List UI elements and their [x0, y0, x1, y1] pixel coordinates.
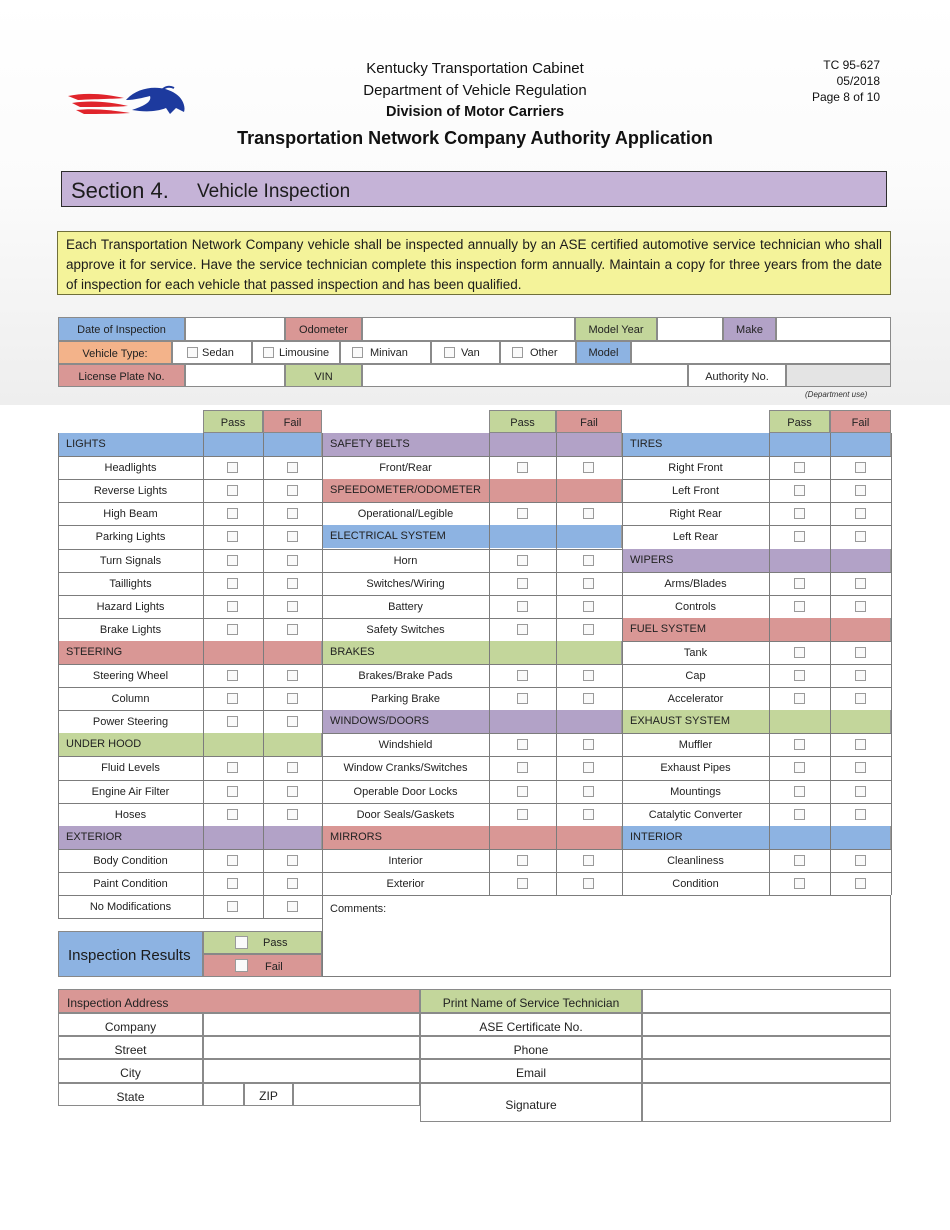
pass-checkbox-power-steering[interactable] [227, 716, 238, 727]
pass-checkbox-steering-wheel[interactable] [227, 670, 238, 681]
pass-checkbox-headlights[interactable] [227, 462, 238, 473]
checklist-item-controls: Controls [622, 595, 769, 618]
row-divider [58, 849, 322, 850]
fail-checkbox-paint-condition[interactable] [287, 878, 298, 889]
fail-checkbox-headlights[interactable] [287, 462, 298, 473]
category-header-brakes: BRAKES [322, 641, 622, 664]
odometer-label: Odometer [285, 317, 362, 341]
pass-checkbox-parking-lights[interactable] [227, 531, 238, 542]
technician-name-field[interactable] [642, 989, 891, 1013]
category-header-speedometer-odometer: SPEEDOMETER/ODOMETER [322, 479, 622, 502]
row-divider [58, 687, 322, 688]
fail-checkbox-high-beam[interactable] [287, 508, 298, 519]
pass-checkbox-catalytic-converter[interactable] [794, 809, 805, 820]
pass-checkbox-switches-wiring[interactable] [517, 578, 528, 589]
fail-checkbox-exterior[interactable] [583, 878, 594, 889]
checklist-item-exhaust-pipes: Exhaust Pipes [622, 756, 769, 779]
checklist-item-left-rear: Left Rear [622, 525, 769, 548]
checklist-item-reverse-lights: Reverse Lights [58, 479, 203, 502]
inspection-address-header: Inspection Address [58, 989, 420, 1013]
checklist-item-accelerator: Accelerator [622, 687, 769, 710]
model-label: Model [576, 341, 631, 364]
pass-checkbox-safety-switches[interactable] [517, 624, 528, 635]
make-field[interactable] [776, 317, 891, 341]
checklist-item-operational-legible: Operational/Legible [322, 502, 489, 525]
checklist-item-interior: Interior [322, 849, 489, 872]
pass-checkbox-front-rear[interactable] [517, 462, 528, 473]
fail-checkbox-right-rear[interactable] [855, 508, 866, 519]
checklist-item-left-front: Left Front [622, 479, 769, 502]
fail-checkbox-power-steering[interactable] [287, 716, 298, 727]
row-divider [58, 780, 322, 781]
fail-checkbox-left-rear[interactable] [855, 531, 866, 542]
authority-no-label: Authority No. [688, 364, 786, 387]
row-divider [322, 664, 622, 665]
signature-field[interactable] [642, 1083, 891, 1122]
fail-checkbox-accelerator[interactable] [855, 693, 866, 704]
fail-checkbox-parking-lights[interactable] [287, 531, 298, 542]
pass-checkbox-battery[interactable] [517, 601, 528, 612]
fail-checkbox-door-seals-gaskets[interactable] [583, 809, 594, 820]
authority-no-field [786, 364, 891, 387]
fail-checkbox-engine-air-filter[interactable] [287, 786, 298, 797]
pass-checkbox-operable-door-locks[interactable] [517, 786, 528, 797]
checklist-item-mountings: Mountings [622, 780, 769, 803]
city-label: City [58, 1059, 203, 1083]
row-divider [622, 849, 891, 850]
row-divider [622, 733, 891, 734]
checklist-item-cap: Cap [622, 664, 769, 687]
limousine-label: Limousine [279, 347, 330, 359]
fail-checkbox-turn-signals[interactable] [287, 555, 298, 566]
column-divider [769, 433, 770, 895]
column-divider [891, 433, 892, 895]
vehicle-type-limousine[interactable] [252, 341, 340, 364]
section-title: Vehicle Inspection [197, 181, 351, 202]
category-header-safety-belts: SAFETY BELTS [322, 433, 622, 456]
fail-checkbox-front-rear[interactable] [583, 462, 594, 473]
row-divider [58, 895, 322, 896]
form-info [812, 57, 880, 105]
inspection-results-label: Inspection Results [68, 947, 191, 964]
fail-checkbox-horn[interactable] [583, 555, 594, 566]
category-header-mirrors: MIRRORS [322, 826, 622, 849]
pass-checkbox-operational-legible[interactable] [517, 508, 528, 519]
other-checkbox[interactable] [512, 347, 523, 358]
vehicle-type-other[interactable] [500, 341, 576, 364]
state-field[interactable] [203, 1083, 244, 1106]
category-header-wipers: WIPERS [622, 549, 891, 572]
street-label: Street [58, 1036, 203, 1059]
row-divider [322, 687, 622, 688]
comments-label: Comments: [330, 903, 387, 915]
pass-checkbox-horn[interactable] [517, 555, 528, 566]
fail-column-header: Fail [556, 410, 622, 433]
form-number: TC 95-627 [823, 58, 880, 72]
row-divider [622, 641, 891, 642]
pass-checkbox-arms-blades[interactable] [794, 578, 805, 589]
comments-box[interactable] [322, 895, 891, 977]
checklist-item-windshield: Windshield [322, 733, 489, 756]
results-pass-label: Pass [263, 937, 288, 949]
street-field[interactable] [203, 1036, 420, 1059]
fail-checkbox-arms-blades[interactable] [855, 578, 866, 589]
pass-column-header: Pass [203, 410, 263, 433]
date-of-inspection-label: Date of Inspection [58, 317, 185, 341]
pass-checkbox-left-front[interactable] [794, 485, 805, 496]
company-label: Company [58, 1013, 203, 1036]
column-divider [830, 433, 831, 895]
vin-field[interactable] [362, 364, 688, 387]
pass-checkbox-fluid-levels[interactable] [227, 762, 238, 773]
fail-checkbox-brakes-brake-pads[interactable] [583, 670, 594, 681]
category-header-exterior: EXTERIOR [58, 826, 322, 849]
pass-checkbox-turn-signals[interactable] [227, 555, 238, 566]
row-divider [58, 803, 322, 804]
category-header-interior: INTERIOR [622, 826, 891, 849]
checklist-item-switches-wiring: Switches/Wiring [322, 572, 489, 595]
pass-checkbox-hoses[interactable] [227, 809, 238, 820]
email-field[interactable] [642, 1059, 891, 1083]
section-number: Section 4. [71, 178, 169, 203]
category-header-fuel-system: FUEL SYSTEM [622, 618, 891, 641]
category-header-windows-doors: WINDOWS/DOORS [322, 710, 622, 733]
row-divider [58, 479, 322, 480]
pass-checkbox-windshield[interactable] [517, 739, 528, 750]
fail-checkbox-interior[interactable] [583, 855, 594, 866]
vehicle-type-minivan[interactable] [340, 341, 431, 364]
fail-checkbox-no-modifications[interactable] [287, 901, 298, 912]
row-divider [622, 572, 891, 573]
fail-checkbox-operational-legible[interactable] [583, 508, 594, 519]
checklist-item-brakes-brake-pads: Brakes/Brake Pads [322, 664, 489, 687]
header-division: Division of Motor Carriers [385, 104, 565, 120]
fail-checkbox-fluid-levels[interactable] [287, 762, 298, 773]
pass-checkbox-column[interactable] [227, 693, 238, 704]
row-divider [322, 595, 622, 596]
fail-checkbox-column[interactable] [287, 693, 298, 704]
row-divider [58, 595, 322, 596]
page-number: Page 8 of 10 [811, 90, 880, 104]
pass-checkbox-parking-brake[interactable] [517, 693, 528, 704]
checklist-item-no-modifications: No Modifications [58, 895, 203, 918]
checklist-item-front-rear: Front/Rear [322, 456, 489, 479]
row-divider [622, 687, 891, 688]
row-divider [58, 618, 322, 619]
row-divider [322, 733, 622, 734]
checklist-item-safety-switches: Safety Switches [322, 618, 489, 641]
category-header-electrical-system: ELECTRICAL SYSTEM [322, 525, 622, 548]
checklist-item-condition: Condition [622, 872, 769, 895]
state-label: State [58, 1083, 203, 1106]
row-divider [322, 549, 622, 550]
pass-checkbox-hazard-lights[interactable] [227, 601, 238, 612]
checklist-item-cleanliness: Cleanliness [622, 849, 769, 872]
zip-field[interactable] [293, 1083, 420, 1106]
results-pass-checkbox[interactable] [235, 936, 248, 949]
checklist-item-battery: Battery [322, 595, 489, 618]
row-divider [58, 525, 322, 526]
page-title: Transportation Network Company Authority Application [237, 128, 713, 148]
row-divider [622, 479, 891, 480]
row-divider [58, 456, 322, 457]
fail-checkbox-operable-door-locks[interactable] [583, 786, 594, 797]
column-divider [203, 433, 204, 918]
vehicle-type-sedan[interactable] [172, 341, 252, 364]
fail-checkbox-catalytic-converter[interactable] [855, 809, 866, 820]
section-header [61, 171, 887, 207]
column-divider [58, 433, 59, 918]
fail-checkbox-muffler[interactable] [855, 739, 866, 750]
checklist-item-right-front: Right Front [622, 456, 769, 479]
fail-checkbox-left-front[interactable] [855, 485, 866, 496]
header-agency: Kentucky Transportation Cabinet [366, 60, 584, 77]
model-year-label: Model Year [575, 317, 657, 341]
license-plate-label: License Plate No. [58, 364, 185, 387]
pass-checkbox-cleanliness[interactable] [794, 855, 805, 866]
pass-column-header: Pass [489, 410, 556, 433]
pass-checkbox-interior[interactable] [517, 855, 528, 866]
row-divider [58, 549, 322, 550]
inspection-results-box [58, 931, 203, 977]
fail-checkbox-right-front[interactable] [855, 462, 866, 473]
checklist-item-headlights: Headlights [58, 456, 203, 479]
row-divider [58, 756, 322, 757]
checklist-item-hazard-lights: Hazard Lights [58, 595, 203, 618]
fail-column-header: Fail [830, 410, 891, 433]
checklist-item-parking-lights: Parking Lights [58, 525, 203, 548]
fail-checkbox-body-condition[interactable] [287, 855, 298, 866]
date-of-inspection-field[interactable] [185, 317, 285, 341]
row-divider [322, 456, 622, 457]
category-header-lights: LIGHTS [58, 433, 322, 456]
sedan-checkbox[interactable] [187, 347, 198, 358]
fail-checkbox-exhaust-pipes[interactable] [855, 762, 866, 773]
column-divider [263, 433, 264, 918]
sedan-label: Sedan [202, 347, 234, 359]
revision-date: 05/2018 [836, 74, 880, 88]
minivan-label: Minivan [370, 347, 408, 359]
pass-checkbox-window-cranks-switches[interactable] [517, 762, 528, 773]
checklist-item-fluid-levels: Fluid Levels [58, 756, 203, 779]
email-label: Email [420, 1059, 642, 1083]
ase-certificate-label: ASE Certificate No. [420, 1013, 642, 1036]
checklist-item-arms-blades: Arms/Blades [622, 572, 769, 595]
fail-checkbox-controls[interactable] [855, 601, 866, 612]
checklist-item-catalytic-converter: Catalytic Converter [622, 803, 769, 826]
ase-certificate-field[interactable] [642, 1013, 891, 1036]
results-fail-label: Fail [265, 961, 283, 973]
row-divider [622, 502, 891, 503]
vin-label: VIN [285, 364, 362, 387]
pass-checkbox-brakes-brake-pads[interactable] [517, 670, 528, 681]
fail-checkbox-cap[interactable] [855, 670, 866, 681]
checklist-item-brake-lights: Brake Lights [58, 618, 203, 641]
checklist-item-operable-door-locks: Operable Door Locks [322, 780, 489, 803]
model-field[interactable] [631, 341, 891, 364]
fail-checkbox-parking-brake[interactable] [583, 693, 594, 704]
row-divider [622, 664, 891, 665]
checklist-item-tank: Tank [622, 641, 769, 664]
pass-checkbox-muffler[interactable] [794, 739, 805, 750]
phone-field[interactable] [642, 1036, 891, 1059]
results-pass-cell[interactable] [203, 931, 322, 954]
checklist-item-turn-signals: Turn Signals [58, 549, 203, 572]
row-divider [322, 872, 622, 873]
fail-checkbox-mountings[interactable] [855, 786, 866, 797]
pass-checkbox-paint-condition[interactable] [227, 878, 238, 889]
category-header-under-hood: UNDER HOOD [58, 733, 322, 756]
pass-checkbox-door-seals-gaskets[interactable] [517, 809, 528, 820]
pass-checkbox-taillights[interactable] [227, 578, 238, 589]
van-checkbox[interactable] [444, 347, 455, 358]
checklist-item-hoses: Hoses [58, 803, 203, 826]
header-department: Department of Vehicle Regulation [363, 82, 587, 99]
row-divider [622, 872, 891, 873]
pass-checkbox-exhaust-pipes[interactable] [794, 762, 805, 773]
fail-checkbox-taillights[interactable] [287, 578, 298, 589]
fail-column-header: Fail [263, 410, 322, 433]
pass-checkbox-brake-lights[interactable] [227, 624, 238, 635]
fail-checkbox-brake-lights[interactable] [287, 624, 298, 635]
checklist-item-steering-wheel: Steering Wheel [58, 664, 203, 687]
category-header-exhaust-system: EXHAUST SYSTEM [622, 710, 891, 733]
row-divider [58, 664, 322, 665]
row-divider [622, 803, 891, 804]
department-use-note: (Department use) [805, 390, 868, 399]
fail-checkbox-hoses[interactable] [287, 809, 298, 820]
results-fail-cell[interactable] [203, 954, 322, 977]
row-divider [322, 572, 622, 573]
vehicle-type-van[interactable] [431, 341, 500, 364]
checklist-item-horn: Horn [322, 549, 489, 572]
fail-checkbox-hazard-lights[interactable] [287, 601, 298, 612]
checklist-item-exterior: Exterior [322, 872, 489, 895]
column-divider [622, 433, 623, 895]
city-field[interactable] [203, 1059, 420, 1083]
row-divider [322, 618, 622, 619]
pass-checkbox-right-rear[interactable] [794, 508, 805, 519]
other-label: Other [530, 347, 558, 359]
fail-checkbox-battery[interactable] [583, 601, 594, 612]
make-label: Make [723, 317, 776, 341]
checklist-item-right-rear: Right Rear [622, 502, 769, 525]
company-field[interactable] [203, 1013, 420, 1036]
pass-checkbox-body-condition[interactable] [227, 855, 238, 866]
checklist-item-door-seals-gaskets: Door Seals/Gaskets [322, 803, 489, 826]
row-divider [622, 456, 891, 457]
row-divider [322, 849, 622, 850]
signature-label: Signature [420, 1083, 642, 1122]
fail-checkbox-windshield[interactable] [583, 739, 594, 750]
results-fail-checkbox[interactable] [235, 959, 248, 972]
pass-checkbox-condition[interactable] [794, 878, 805, 889]
fail-checkbox-steering-wheel[interactable] [287, 670, 298, 681]
odometer-field[interactable] [362, 317, 575, 341]
row-divider [322, 803, 622, 804]
fail-checkbox-window-cranks-switches[interactable] [583, 762, 594, 773]
checklist-item-power-steering: Power Steering [58, 710, 203, 733]
category-header-steering: STEERING [58, 641, 322, 664]
checklist-item-parking-brake: Parking Brake [322, 687, 489, 710]
row-divider [322, 780, 622, 781]
pass-checkbox-mountings[interactable] [794, 786, 805, 797]
fail-checkbox-safety-switches[interactable] [583, 624, 594, 635]
model-year-field[interactable] [657, 317, 723, 341]
checklist-item-high-beam: High Beam [58, 502, 203, 525]
pass-checkbox-cap[interactable] [794, 670, 805, 681]
checklist-item-taillights: Taillights [58, 572, 203, 595]
row-divider [58, 918, 322, 919]
pass-column-header: Pass [769, 410, 830, 433]
row-divider [622, 780, 891, 781]
checklist-item-paint-condition: Paint Condition [58, 872, 203, 895]
column-divider [489, 433, 490, 895]
pass-checkbox-controls[interactable] [794, 601, 805, 612]
checklist-item-body-condition: Body Condition [58, 849, 203, 872]
checklist-item-column: Column [58, 687, 203, 710]
fail-checkbox-switches-wiring[interactable] [583, 578, 594, 589]
minivan-checkbox[interactable] [352, 347, 363, 358]
row-divider [58, 872, 322, 873]
category-header-tires: TIRES [622, 433, 891, 456]
checklist-item-engine-air-filter: Engine Air Filter [58, 780, 203, 803]
limousine-checkbox[interactable] [263, 347, 274, 358]
pass-checkbox-reverse-lights[interactable] [227, 485, 238, 496]
fail-checkbox-cleanliness[interactable] [855, 855, 866, 866]
pass-checkbox-right-front[interactable] [794, 462, 805, 473]
pass-checkbox-high-beam[interactable] [227, 508, 238, 519]
row-divider [58, 502, 322, 503]
checklist-item-window-cranks-switches: Window Cranks/Switches [322, 756, 489, 779]
technician-name-label: Print Name of Service Technician [420, 989, 642, 1013]
license-plate-field[interactable] [185, 364, 285, 387]
fail-checkbox-reverse-lights[interactable] [287, 485, 298, 496]
phone-label: Phone [420, 1036, 642, 1059]
zip-label: ZIP [244, 1083, 293, 1106]
row-divider [58, 710, 322, 711]
pass-checkbox-exterior[interactable] [517, 878, 528, 889]
fail-checkbox-tank[interactable] [855, 647, 866, 658]
row-divider [58, 572, 322, 573]
row-divider [622, 525, 891, 526]
vehicle-type-label: Vehicle Type: [58, 341, 172, 364]
pass-checkbox-no-modifications[interactable] [227, 901, 238, 912]
row-divider [322, 756, 622, 757]
pass-checkbox-engine-air-filter[interactable] [227, 786, 238, 797]
inspection-notice: Each Transportation Network Company vehicle shall be inspected annually by an ASE certified automotive service technician who shall approve it for service. Have the service technician complete this inspection form annually. Maintain a copy for three years from the date of inspection for each vehicle that passed inspection and has been qualified. [57, 231, 891, 295]
pass-checkbox-tank[interactable] [794, 647, 805, 658]
row-divider [622, 756, 891, 757]
column-divider [556, 433, 557, 895]
row-divider [322, 502, 622, 503]
fail-checkbox-condition[interactable] [855, 878, 866, 889]
pass-checkbox-left-rear[interactable] [794, 531, 805, 542]
pass-checkbox-accelerator[interactable] [794, 693, 805, 704]
checklist-item-muffler: Muffler [622, 733, 769, 756]
van-label: Van [461, 347, 480, 359]
row-divider [622, 595, 891, 596]
column-divider [322, 433, 323, 895]
